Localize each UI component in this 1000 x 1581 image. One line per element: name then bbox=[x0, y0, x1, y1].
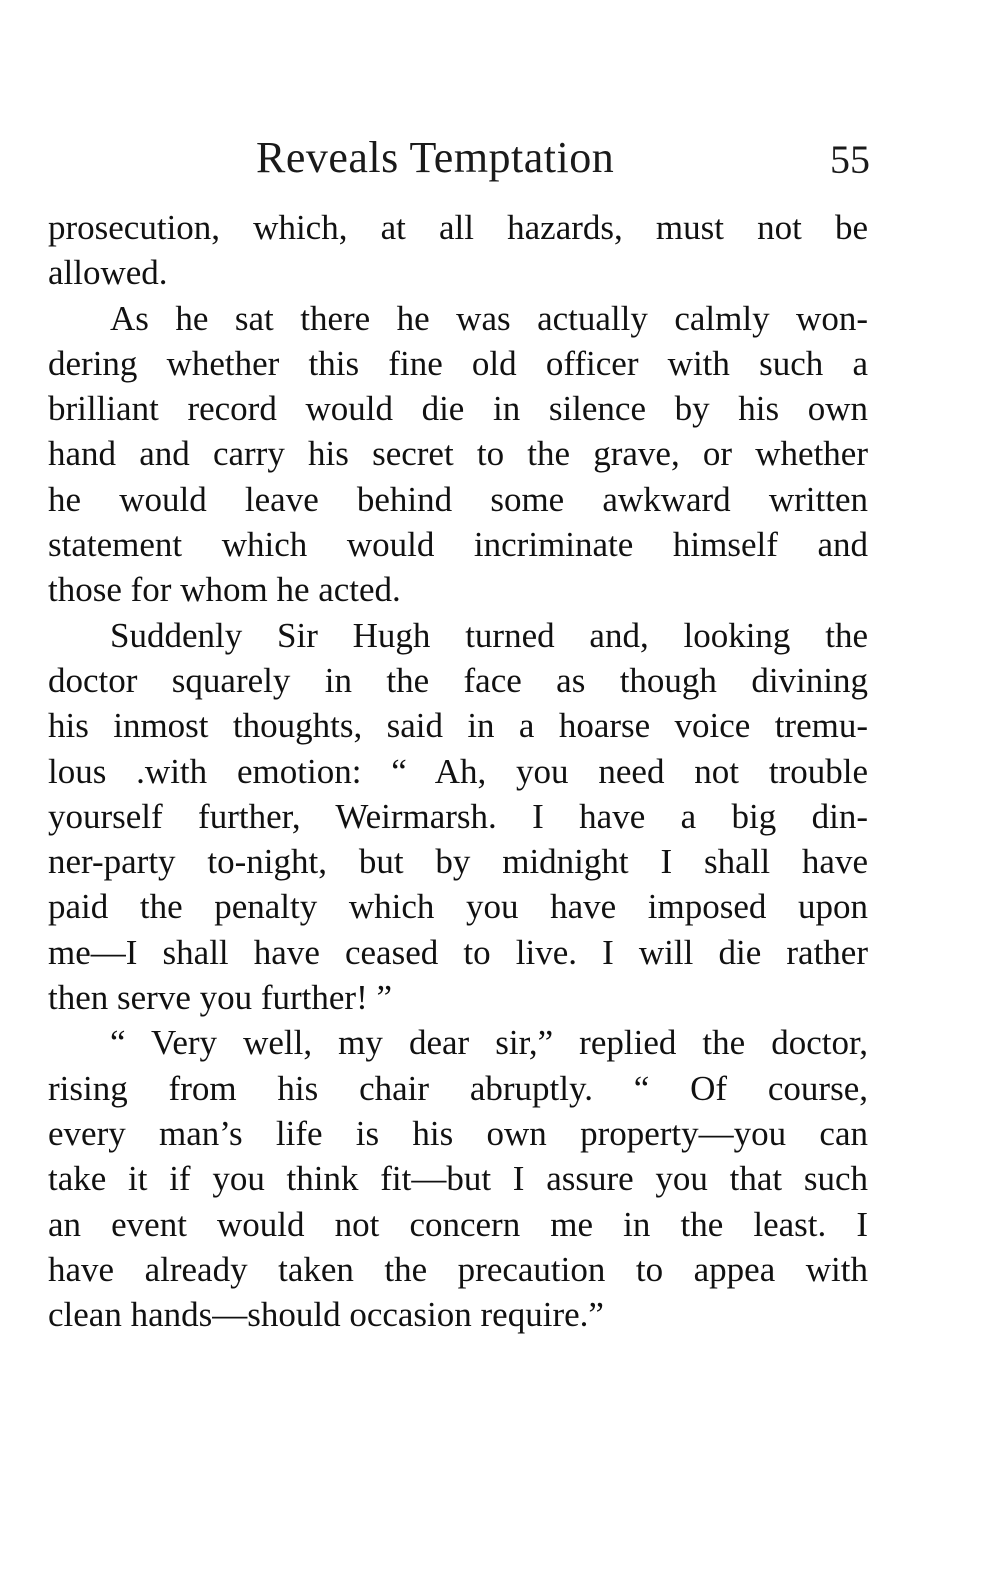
text-line: lous .with emotion: “ Ah, you need not trouble bbox=[48, 751, 868, 791]
text-line: rising from his chair abruptly. “ Of course, bbox=[48, 1068, 868, 1108]
paragraph-3 bbox=[48, 613, 868, 1021]
text-line: then serve you further! ” bbox=[48, 978, 393, 1018]
text-line: allowed. bbox=[48, 253, 168, 293]
body-text bbox=[48, 205, 868, 1337]
text-line: clean hands—should occasion require.” bbox=[48, 1295, 604, 1335]
text-line: hand and carry his secret to the grave, or whether bbox=[48, 434, 868, 474]
text-line: an event would not concern me in the least. I bbox=[48, 1204, 868, 1244]
text-line: those for whom he acted. bbox=[48, 570, 401, 610]
text-line: paid the penalty which you have imposed upon bbox=[48, 887, 868, 927]
text-line: brilliant record would die in silence by his own bbox=[48, 389, 868, 429]
text-line: “ Very well, my dear sir,” replied the doctor, bbox=[110, 1023, 868, 1063]
text-line: statement which would incriminate himself and bbox=[48, 525, 868, 565]
text-line: have already taken the precaution to appea with bbox=[48, 1249, 868, 1289]
text-line: yourself further, Weirmarsh. I have a big din- bbox=[48, 796, 868, 836]
text-line: every man’s life is his own property—you can bbox=[48, 1113, 868, 1153]
text-line: As he sat there he was actually calmly won- bbox=[110, 298, 868, 338]
page-number: 55 bbox=[830, 137, 870, 182]
paragraph-1 bbox=[48, 205, 868, 296]
text-line: he would leave behind some awkward written bbox=[48, 479, 868, 519]
text-line: doctor squarely in the face as though divining bbox=[48, 660, 868, 700]
paragraph-4 bbox=[48, 1020, 868, 1337]
text-line: ner-party to-night, but by midnight I shall have bbox=[48, 842, 868, 882]
running-header bbox=[48, 128, 870, 188]
text-line: his inmost thoughts, said in a hoarse voice tremu- bbox=[48, 706, 868, 746]
text-line: Suddenly Sir Hugh turned and, looking the bbox=[110, 615, 868, 655]
text-line: prosecution, which, at all hazards, must not be bbox=[48, 208, 868, 247]
text-line: me—I shall have ceased to live. I will die rather bbox=[48, 932, 868, 972]
text-line: dering whether this fine old officer with such a bbox=[48, 343, 868, 383]
chapter-title: Reveals Temptation bbox=[256, 133, 615, 182]
paragraph-2 bbox=[48, 296, 868, 613]
text-line: take it if you think fit—but I assure you that such bbox=[48, 1159, 868, 1199]
